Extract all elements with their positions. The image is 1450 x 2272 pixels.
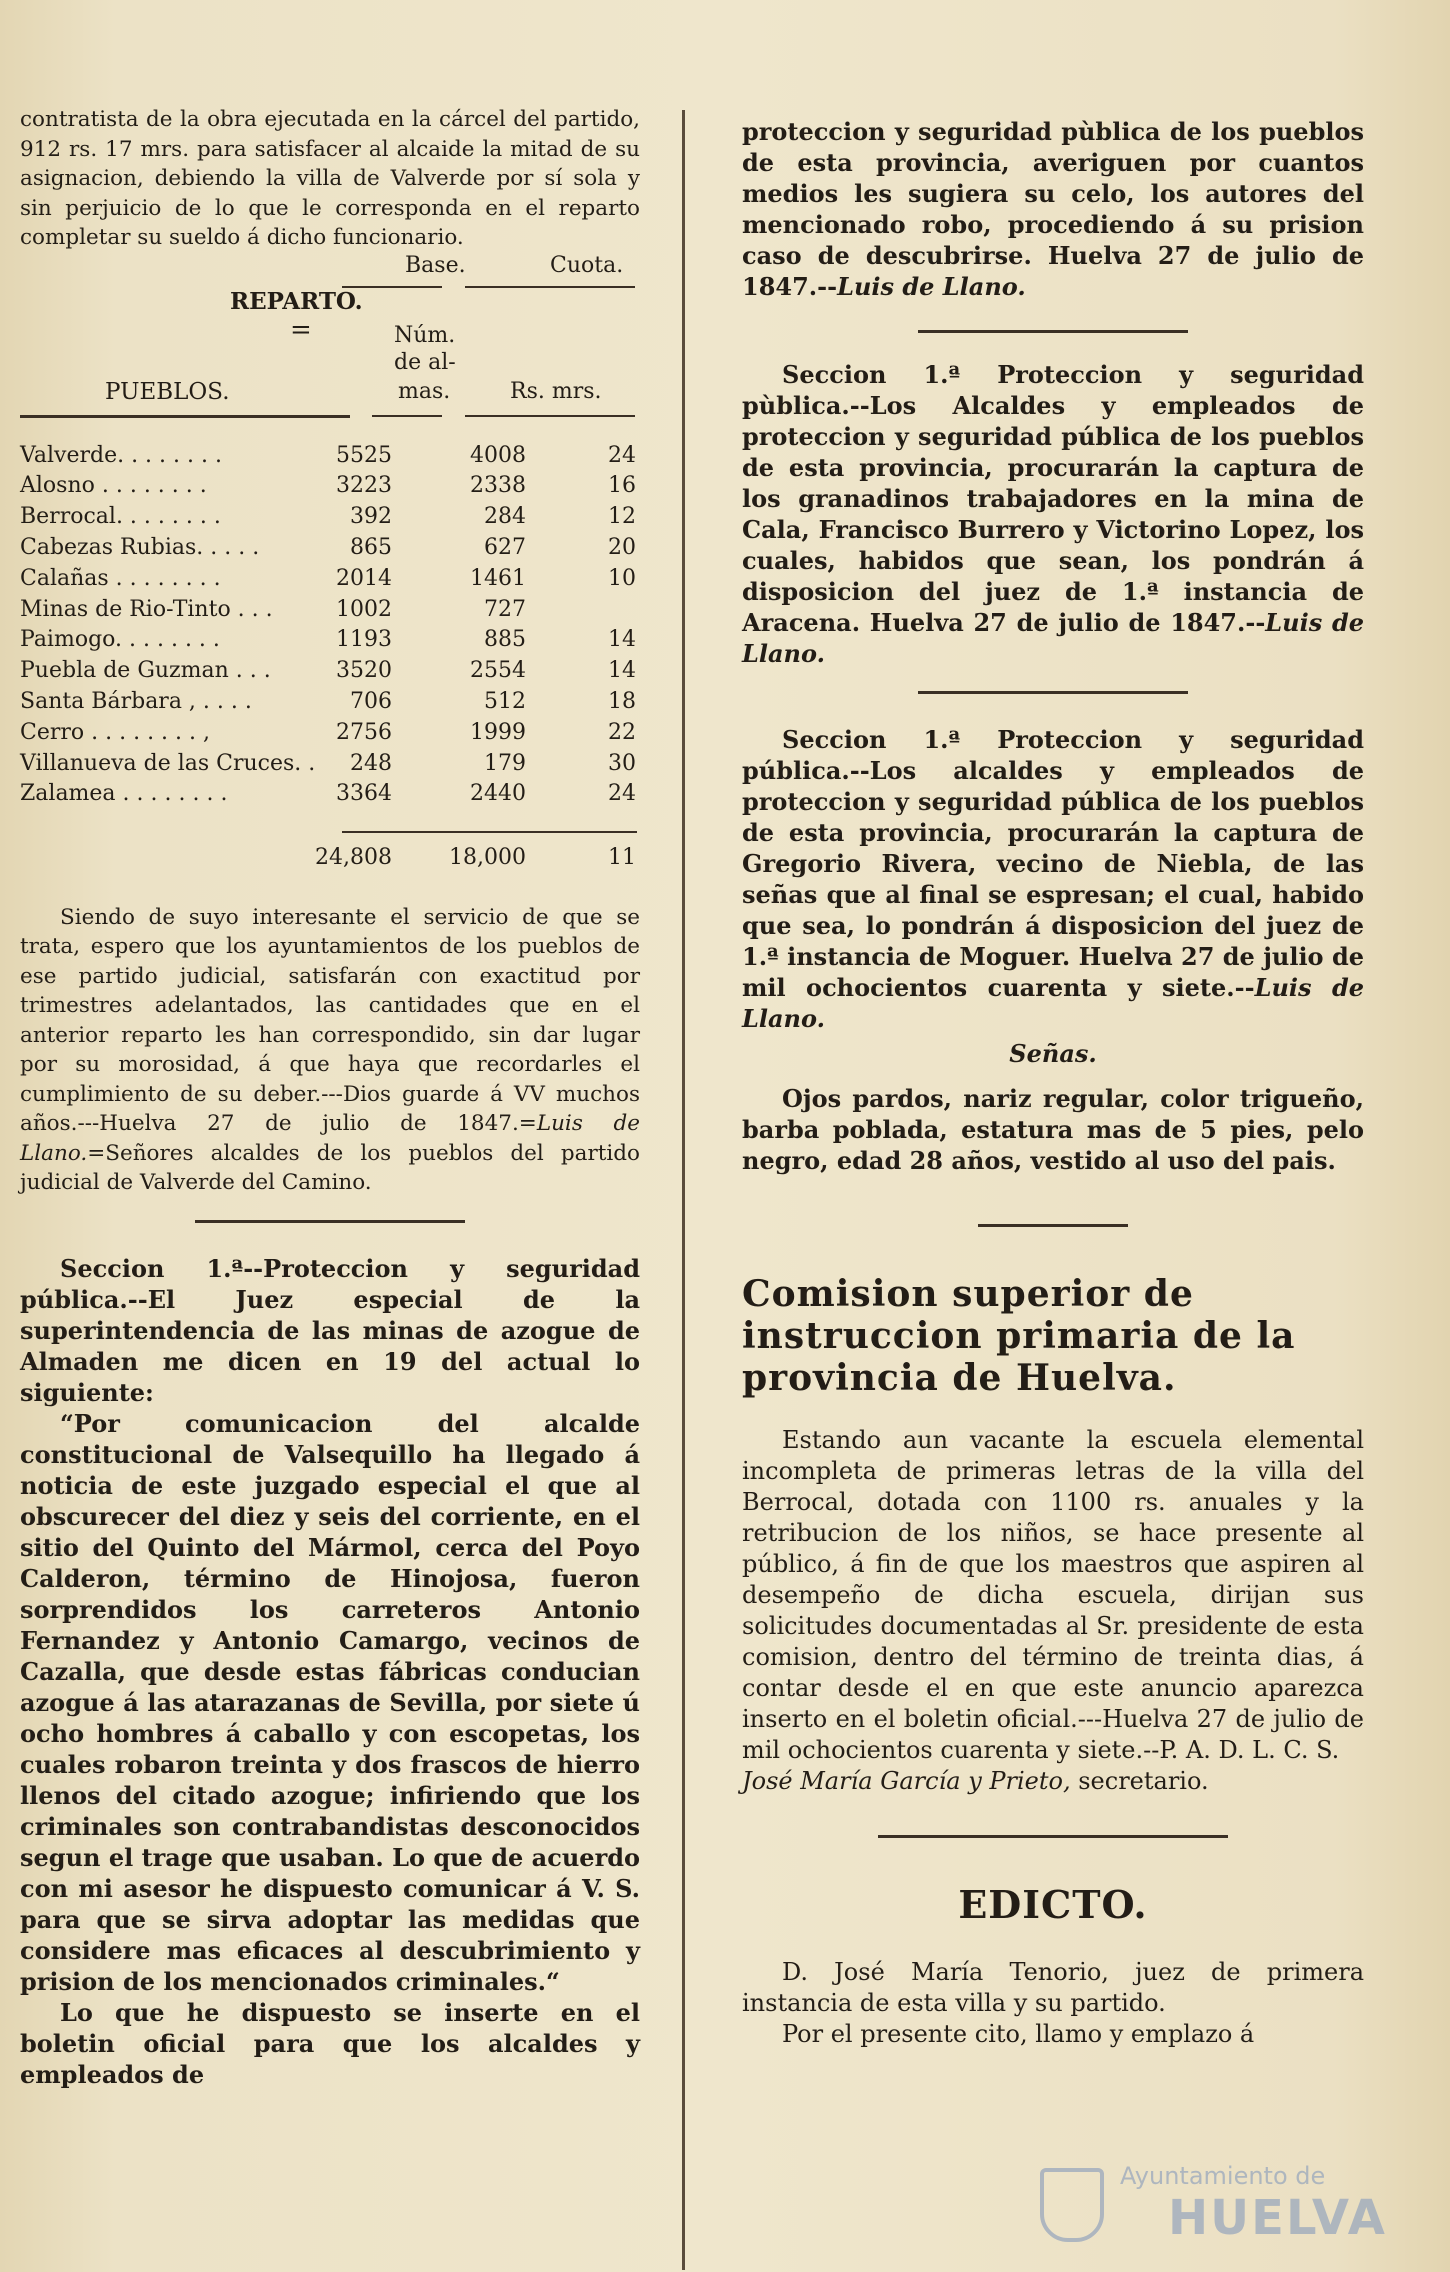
siendo-paragraph: [20, 903, 640, 1198]
header-pueblos: PUEBLOS.: [105, 378, 230, 405]
rs-value: 2338: [470, 473, 526, 499]
pueblo-name: Cabezas Rubias. . . . .: [20, 534, 260, 560]
table-row: [20, 504, 640, 534]
rs-value: 179: [484, 750, 526, 776]
continuation-paragraph: [742, 116, 1364, 302]
mrs-value: 20: [608, 534, 636, 560]
almas-value: 3364: [336, 781, 392, 807]
watermark: [1040, 2162, 1387, 2262]
seccion2-text: Seccion 1.ª Proteccion y seguridad pùblica.--Los Alcaldes y empleados de proteccion y seguridad pública de los pueblos de esta provincia, procurarán la captura de los granadinos trabajadores en la mina de Cala, Francisco Burrero y Victorino Lopez, los cuales, habidos que sean, los pondrán á disposicion del juez de 1.ª instancia de Aracena. Huelva 27 de julio de 1847.--: [742, 360, 1364, 637]
watermark-line2: HUELVA: [1168, 2190, 1387, 2246]
mrs-value: 14: [608, 627, 636, 653]
rule-almas: [372, 415, 442, 417]
almas-value: 706: [350, 688, 392, 714]
mrs-value: 12: [608, 504, 636, 530]
table-row: [20, 535, 640, 565]
mrs-value: 30: [608, 750, 636, 776]
separator: [918, 330, 1188, 333]
table-row: [20, 597, 640, 627]
pueblo-name: Zalamea . . . . . . . .: [20, 781, 228, 807]
rule-total: [342, 831, 637, 833]
almas-value: 1002: [336, 596, 392, 622]
table-row: [20, 751, 640, 781]
continuation-signature: Luis de Llano.: [837, 272, 1026, 301]
siendo-signature: Luis de Llano.: [20, 1111, 640, 1166]
almas-value: 2014: [336, 565, 392, 591]
seccion1-end: Lo que he dispuesto se inserte en el boletin oficial para que los alcaldes y empleados de: [20, 1997, 640, 2089]
almas-value: 1193: [336, 627, 392, 653]
seccion3-text: Seccion 1.ª Proteccion y seguridad pública.--Los alcaldes y empleados de proteccion y seguridad pública de los pueblos de esta provincia, procurarán la captura de Gregorio Rivera, vecino de Niebla, de las señas que al final se espresan; el cual, habido que sea, lo pondrán á disposicion del juez de 1.ª instancia de Moguer. Huelva 27 de julio de mil ochocientos cuarenta y siete.--: [742, 725, 1364, 1002]
header-num: Núm.: [394, 322, 456, 348]
header-deal: de al-: [394, 349, 456, 375]
pueblo-name: Valverde. . . . . . . .: [20, 442, 222, 468]
mrs-value: 24: [608, 781, 636, 807]
table-row: [20, 627, 640, 657]
comision-signature-end: secretario.: [1070, 1767, 1209, 1795]
rs-value: 2440: [470, 781, 526, 807]
comision-title-text: Comision superior de instruccion primaria de la provincia de Huelva.: [742, 1273, 1296, 1399]
pueblo-name: Berrocal. . . . . . . .: [20, 504, 221, 530]
header-base: Base.: [405, 252, 466, 278]
seccion2-signature: Luis de Llano.: [742, 608, 1364, 668]
edicto-line1: D. José María Tenorio, juez de primera instancia de esta villa y su partido.: [742, 1958, 1364, 2017]
seccion1-quote: “Por comunicacion del alcalde constitucional de Valsequillo ha llegado á noticia de este juzgado especial el que al obscurecer del diez y seis del corriente, en el sitio del Quinto del Mármol, cerca del Poyo Calderon, término de Hinojosa, fueron sorprendidos los carreteros Antonio Fernandez y Antonio Camargo, vecinos de Cazalla, que desde estas fábricas conducian azogue á las atarazanas de Sevilla, por siete ú ocho hombres á caballo y con escopetas, los cuales robaron treinta y dos frascos de hierro llenos del citado azogue; infiriendo que los criminales son contrabandistas desconocidos segun el trage que usaban. Lo que de acuerdo con mi asesor he dispuesto comunicar á V. S. para que se sirva adoptar las medidas que considere mas eficaces al descubrimiento y prision de los mencionados criminales.“: [20, 1408, 640, 1996]
separator: [918, 691, 1188, 694]
rs-value: 2554: [470, 658, 526, 684]
seccion3-signature: Luis de Llano.: [742, 973, 1364, 1033]
seccion2-paragraph: [742, 359, 1364, 669]
mrs-value: 18: [608, 688, 636, 714]
rule-cuota: [465, 286, 635, 288]
siendo-end: =Señores alcaldes de los pueblos del partido judicial de Valverde del Camino.: [20, 1140, 640, 1195]
rule-pueblos: [20, 415, 350, 418]
siendo-text: Siendo de suyo interesante el servicio de que se trata, espero que los ayuntamientos de los pueblos de ese partido judicial, satisfarán con exactitud por trimestres adelantados, las cantidades que en el anterior reparto les han correspondido, sin dar lugar por su morosidad, á que haya que recordarles el cumplimiento de su deber.---Dios guarde á VV muchos años.---Huelva 27 de julio de 1847.=: [20, 904, 640, 1136]
rs-value: 1461: [470, 565, 526, 591]
edicto-line2: Por el presente cito, llamo y emplazo á: [782, 2020, 1255, 2048]
column-divider: [682, 110, 685, 2270]
almas-value: 3520: [336, 658, 392, 684]
seccion3-paragraph: [742, 724, 1364, 1034]
rs-value: 284: [484, 504, 526, 530]
table-total-row: [20, 845, 640, 875]
table-row: [20, 443, 640, 473]
mrs-value: 22: [608, 719, 636, 745]
pueblo-name: Minas de Rio-Tinto . . .: [20, 596, 273, 622]
separator: [978, 1224, 1128, 1227]
pueblo-name: Villanueva de las Cruces. .: [20, 750, 316, 776]
almas-value: 865: [350, 534, 392, 560]
pueblo-name: Cerro . . . . . . . . ,: [20, 719, 211, 745]
almas-value: 248: [350, 750, 392, 776]
comision-signature: José María García y Prieto,: [742, 1767, 1071, 1795]
table-row: [20, 566, 640, 596]
senas-paragraph: Ojos pardos, nariz regular, color trigueño, barba poblada, estatura mas de 5 pies, pelo negro, edad 28 años, vestido al uso del pais.: [742, 1084, 1364, 1175]
pueblo-name: Santa Bárbara , . . . .: [20, 688, 252, 714]
seccion1-heading: Seccion 1.ª--Proteccion y seguridad pública.--El Juez especial de la superintendencia de las minas de azogue de Almaden me dicen en 19 del actual lo siguiente:: [20, 1253, 640, 1407]
header-mas: mas.: [398, 378, 451, 404]
pueblo-name: Puebla de Guzman . . .: [20, 658, 271, 684]
right-column: [742, 118, 1364, 2050]
watermark-line1: Ayuntamiento de: [1120, 2162, 1326, 2190]
mrs-value: 16: [608, 473, 636, 499]
intro-paragraph: contratista de la obra ejecutada en la cárcel del partido, 912 rs. 17 mrs. para satisfacer al alcaide la mitad de su asignacion, debiendo la villa de Valverde por sí sola y sin perjuicio de lo que le corresponda en el reparto completar su sueldo á dicho funcionario.: [20, 107, 640, 250]
almas-value: 392: [350, 504, 392, 530]
table-row: [20, 473, 640, 503]
almas-value: 5525: [336, 442, 392, 468]
pueblo-name: Calañas . . . . . . . .: [20, 565, 221, 591]
shield-icon: [1040, 2168, 1104, 2242]
edicto-title: EDICTO.: [958, 1882, 1148, 1927]
left-column: [20, 105, 640, 2090]
comision-body: [742, 1425, 1364, 1797]
table-row: [20, 720, 640, 750]
table-row: [20, 658, 640, 688]
senas-title: Señas.: [1009, 1039, 1097, 1068]
header-cuota: Cuota.: [550, 252, 624, 278]
comision-body-text: Estando aun vacante la escuela elemental incompleta de primeras letras de la villa del Berrocal, dotada con 1100 rs. anuales y la retribucion de los niños, se hace presente al público, á fin de que los maestros que aspiren al desempeño de dicha escuela, dirijan sus solicitudes documentadas al Sr. presidente de esta comision, dentro del término de treinta dias, á contar desde el en que este anuncio aparezca inserto en el boletin oficial.---Huelva 27 de julio de mil ochocientos cuarenta y siete.--P. A. D. L. C. S.: [742, 1426, 1364, 1764]
separator: [195, 1220, 465, 1223]
header-reparto: REPARTO.: [230, 287, 363, 315]
table-row: [20, 781, 640, 811]
header-rs-mrs: Rs. mrs.: [510, 378, 602, 404]
mrs-value: 24: [608, 442, 636, 468]
reparto-table: [20, 253, 640, 873]
rs-value: 512: [484, 688, 526, 714]
comision-title: [742, 1273, 1364, 1399]
mrs-value: 14: [608, 658, 636, 684]
continuation-text: proteccion y seguridad pùblica de los pueblos de esta provincia, averiguen por cuantos medios les sugiera su celo, los autores del mencionado robo, procediendo á su prision caso de descubrirse. Huelva 27 de julio de 1847.--: [742, 117, 1364, 301]
total-rs: 18,000: [449, 844, 526, 870]
total-almas: 24,808: [315, 844, 392, 870]
almas-value: 2756: [336, 719, 392, 745]
rs-value: 627: [484, 534, 526, 560]
table-row: [20, 689, 640, 719]
rs-value: 885: [484, 627, 526, 653]
rule-rs: [465, 415, 635, 417]
rs-value: 4008: [470, 442, 526, 468]
pueblo-name: Alosno . . . . . . . .: [20, 473, 207, 499]
rs-value: 1999: [470, 719, 526, 745]
almas-value: 3223: [336, 473, 392, 499]
total-mrs: 11: [608, 844, 636, 870]
rs-value: 727: [484, 596, 526, 622]
header-eq: =: [290, 314, 312, 345]
mrs-value: 10: [608, 565, 636, 591]
pueblo-name: Paimogo. . . . . . . .: [20, 627, 220, 653]
separator: [878, 1835, 1228, 1838]
